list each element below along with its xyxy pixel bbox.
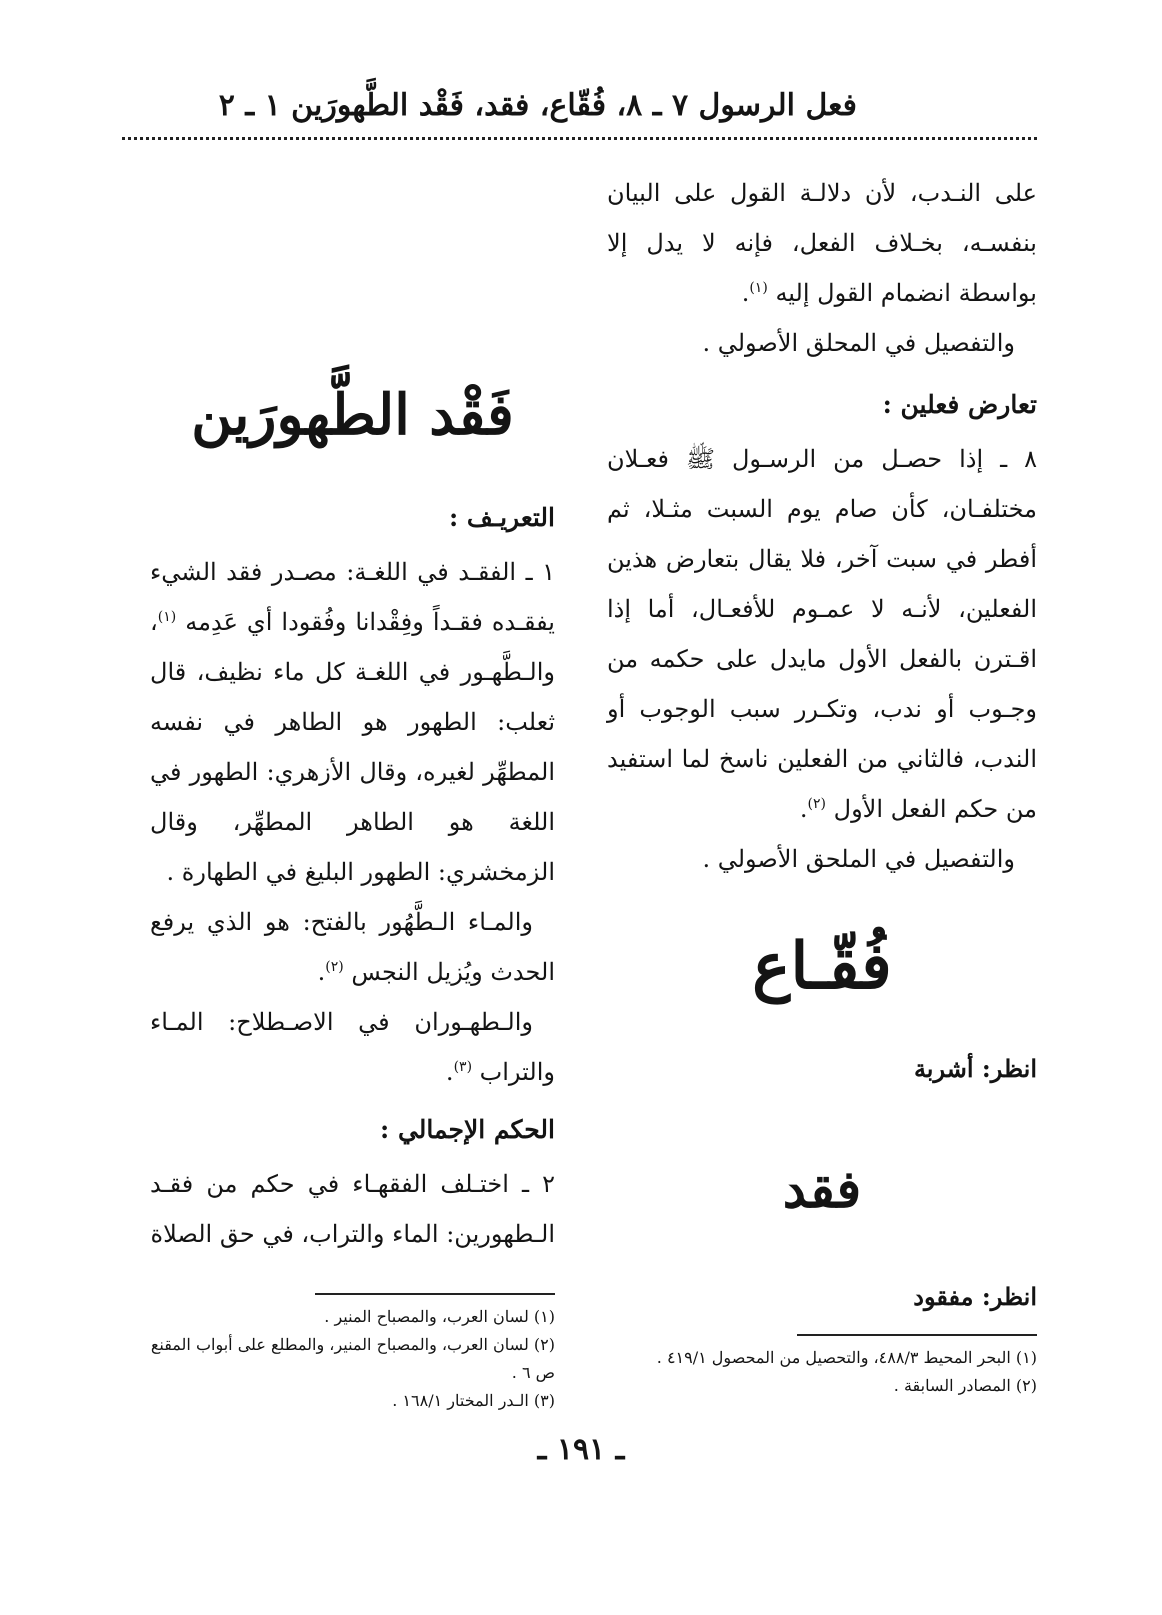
paragraph-water: والمـاء الـطَّهُور بالفتح: هو الذي يرفع الحدث ويُزيل النجس $^{(٢)}$. — [150, 908, 555, 986]
footnote-ref: (٣) — [453, 1059, 473, 1075]
footnote-ref: (٢) — [807, 796, 827, 812]
footnote-line: (١) البحر المحيط ٤٨٨/٣، والتحصيل من المحصول ٤١٩/١ . — [656, 1348, 1037, 1367]
footnote-line: (٣) الـدر المختار ١٦٨/١ . — [392, 1391, 555, 1410]
section-heading-conflict: تعارض فعلين : — [882, 390, 1037, 419]
right-footnotes — [607, 1334, 1037, 1400]
paragraph-1: ١ ـ الفقـد في اللغـة: مصـدر فقد الشيء يفقـده فقـداً وفِقْدانا وفُقودا أي عَدِمه $^{(١)}$، والـطَّهـور في اللغـة كل ماء نظيف، قال ثعلب: الطهور هو الطاهر في نفسه المطهِّر لغيره، وقال الأزهري: الطهور في اللغة هو الطاهر المطهِّر، وقال الزمخشري: الطهور البليغ في الطهارة . — [150, 558, 555, 886]
left-footnotes — [150, 1293, 555, 1415]
paragraph-term: والـطهـوران في الاصـطلاح: المـاء والتراب $^{(٣)}$. — [150, 1008, 555, 1086]
header-dotted-rule — [122, 137, 1037, 140]
footnote-rule — [315, 1293, 555, 1295]
entry-title-faqd: فقد — [782, 1159, 862, 1220]
ruling-heading: الحكم الإجمالي : — [380, 1115, 555, 1144]
see-also-mafqud: انظر: مفقود — [913, 1282, 1037, 1311]
running-header: فعل الرسول ٧ ـ ٨، فُقّاع، فقد، فَقْد الطَّهورَين ١ ـ ٢ — [218, 88, 857, 123]
paragraph-2: ٢ ـ اختـلف الفقهـاء في حكم من فقـد الـطهورين: الماء والتراب، في حق الصلاة — [150, 1170, 556, 1248]
page-number: ـ ١٩١ ـ — [537, 1432, 625, 1467]
see-also-ashriba: انظر: أشربة — [913, 1054, 1037, 1083]
footnote-ref: (٢) — [325, 959, 344, 975]
entry-title-faqd-altahurayn: فَقْد الطَّهورَين — [191, 382, 514, 448]
detail-note-2: والتفصيل في الملحق الأصولي . — [702, 845, 1015, 873]
left-column — [150, 150, 555, 1430]
footnote-line: (١) لسان العرب، والمصباح المنير . — [324, 1307, 555, 1326]
entry-title-fuqqa: فُقّـاع — [752, 929, 892, 1004]
intro-paragraph: على النـدب، لأن دلالـة القول على البيان بنفسـه، بخـلاف الفعل، فإنه لا يدل إلا بواسطة انضمام القول إليه $^{(١)}$. — [607, 179, 1037, 307]
footnote-ref: (١) — [157, 609, 177, 625]
footnote-line: (٢) لسان العرب، والمصباح المنير، والمطلع على أبواب المقنع ص ٦ . — [150, 1335, 555, 1382]
footnote-rule — [797, 1334, 1037, 1336]
footnote-ref: (١) — [749, 280, 768, 296]
definition-heading: التعريـف : — [448, 503, 555, 532]
paragraph-8: ٨ ـ إذا حصـل من الرسـول ﷺ فعـلان مختلفـان، كأن صام يوم السبت مثـلا، ثم أفطر في سبت آخر، فلا يقال بتعارض هذين الفعلين، لأنـه لا عمـوم للأفعـال، أما إذا اقـترن بالفعل الأول مايدل على حكمه من وجـوب أو ندب، وتكـرر سبب الوجوب أو الندب، فالثاني من الفعلين ناسخ لما استفيد من حكم الفعل الأول $^{(٢)}$. — [607, 445, 1037, 823]
right-column — [607, 150, 1037, 1430]
detail-note-1: والتفصيل في المحلق الأصولي . — [702, 329, 1015, 357]
footnote-line: (٢) المصادر السابقة . — [893, 1376, 1037, 1395]
